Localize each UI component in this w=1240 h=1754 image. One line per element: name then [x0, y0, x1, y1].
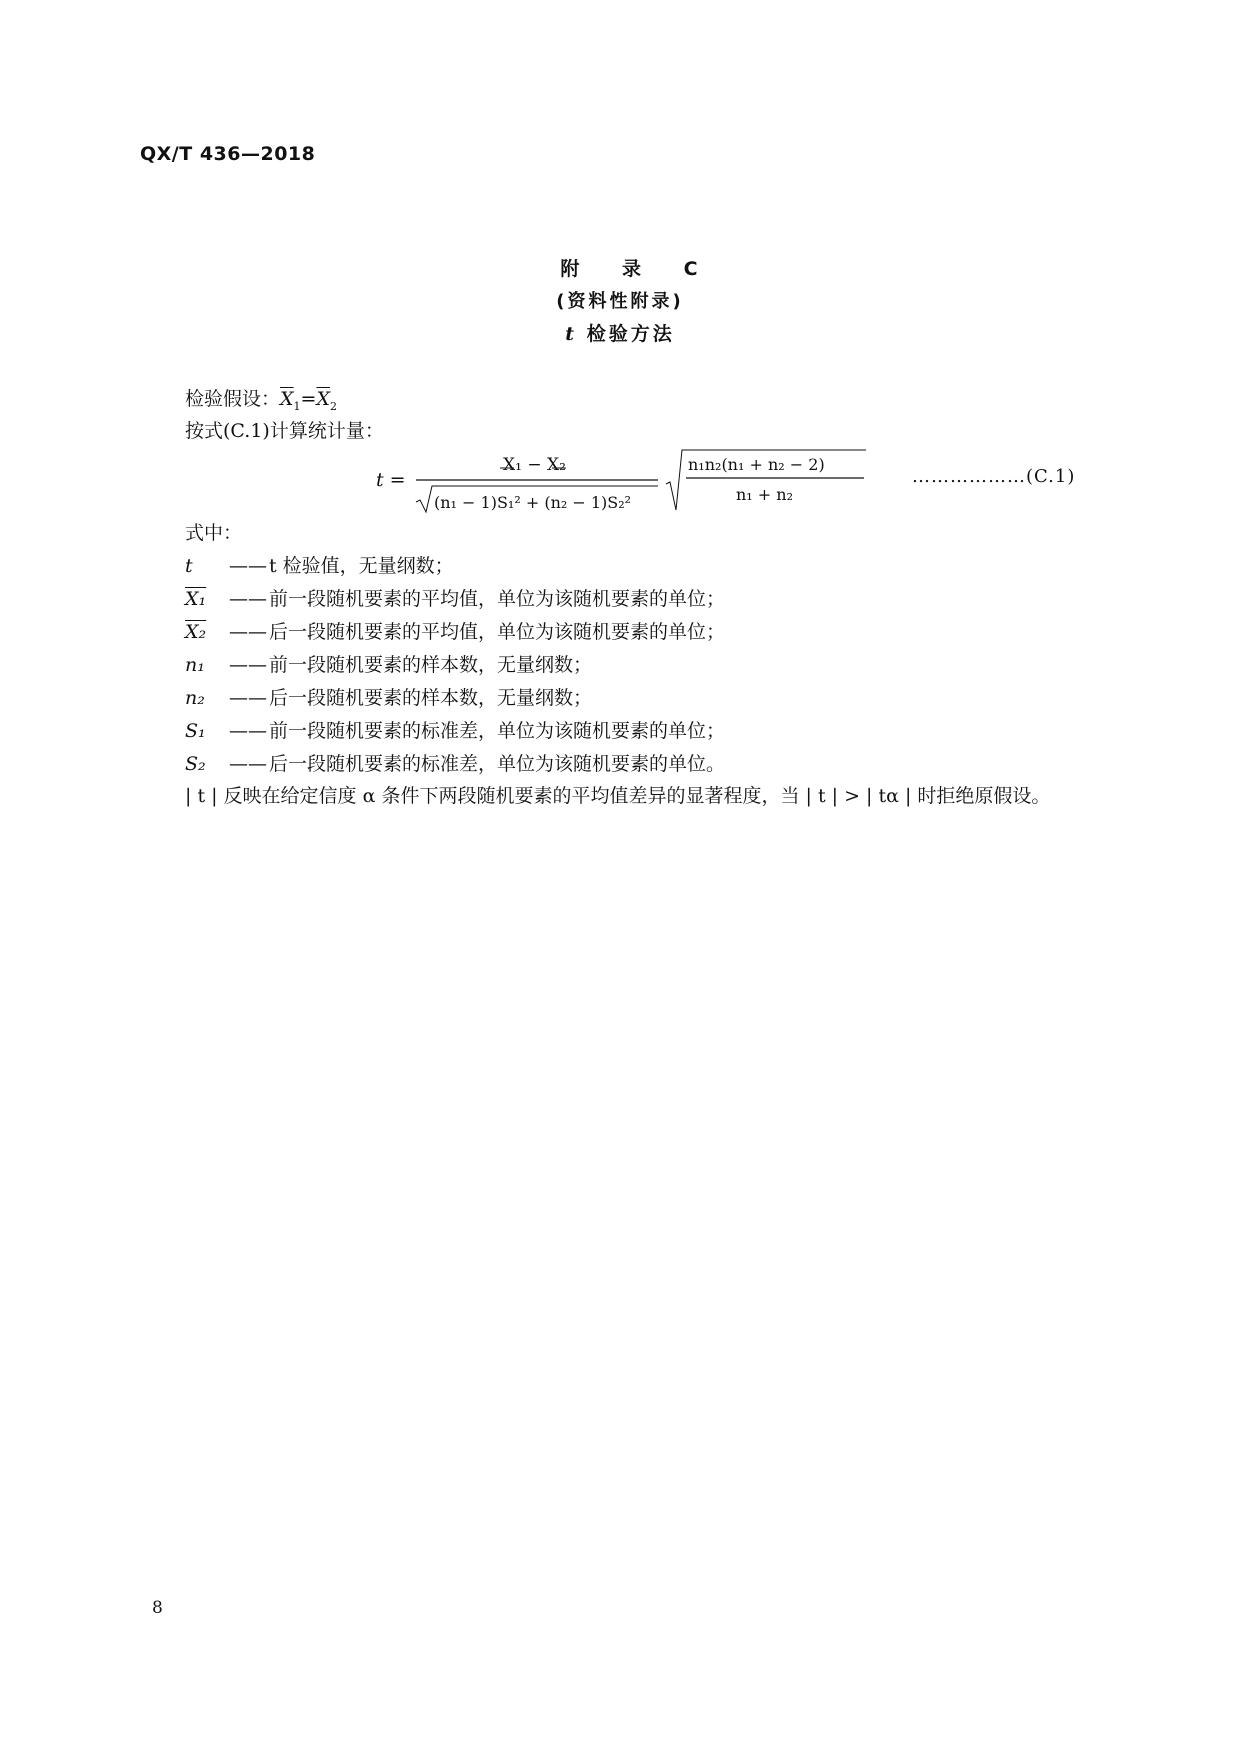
definition-symbol: S₂ — [185, 753, 206, 775]
hypothesis-left-sub: 1 — [293, 399, 301, 413]
definition-text: 前一段随机要素的平均值，单位为该随机要素的单位； — [269, 588, 726, 610]
formula-numerator: X₁ − X₂ — [503, 455, 566, 475]
definition-text: t 检验值，无量纲数； — [269, 555, 454, 577]
hypothesis-right-sub: 2 — [330, 399, 337, 413]
definition-row — [185, 617, 725, 644]
definition-row — [185, 584, 725, 611]
conclusion-paragraph: | t | 反映在给定信度 α 条件下两段随机要素的平均值差异的显著程度，当 | t | > | tα | 时拒绝原假设。 — [185, 785, 1051, 807]
definition-symbol: n₂ — [185, 687, 205, 709]
root-numerator: n₁n₂(n₁ + n₂ − 2) — [688, 455, 825, 474]
annex-name — [0, 319, 1240, 346]
definition-symbol: X₁ — [185, 588, 207, 610]
page-number: 8 — [152, 1598, 163, 1618]
definition-row — [185, 650, 592, 677]
calc-intro: 按式(C.1)计算统计量： — [185, 420, 384, 442]
standard-code: QX/T 436—2018 — [140, 143, 316, 165]
definition-row — [185, 716, 725, 743]
definition-symbol: n₁ — [185, 654, 205, 676]
annex-name-text: 检验方法 — [586, 323, 675, 345]
annex-title: 附 录 C — [560, 258, 716, 280]
definition-row — [185, 749, 725, 776]
hypothesis-line — [185, 384, 337, 413]
equation-number: ………………(C.1) — [912, 466, 1076, 487]
definition-text: 后一段随机要素的标准差，单位为该随机要素的单位。 — [269, 753, 726, 775]
formula-denominator: (n₁ − 1)S₁² + (n₂ − 1)S₂² — [434, 493, 632, 512]
annex-name-variable: t — [565, 323, 578, 345]
definition-text: 前一段随机要素的样本数，无量纲数； — [269, 654, 593, 676]
definition-text: 后一段随机要素的样本数，无量纲数； — [269, 687, 593, 709]
definition-symbol: S₁ — [185, 720, 206, 742]
definition-symbol: X₂ — [185, 621, 207, 643]
definition-dash: —— — [229, 753, 267, 775]
where-label: 式中： — [185, 522, 243, 544]
definition-text: 前一段随机要素的标准差，单位为该随机要素的单位； — [269, 720, 726, 742]
definition-dash: —— — [229, 687, 267, 709]
hypothesis-right: $\overline{X}$ — [316, 388, 330, 410]
definition-dash: —— — [229, 720, 267, 742]
definition-text: 后一段随机要素的平均值，单位为该随机要素的单位； — [269, 621, 726, 643]
definition-dash: —— — [229, 588, 267, 610]
t-formula — [376, 446, 876, 516]
definition-symbol: t — [185, 555, 193, 577]
definition-row — [185, 683, 592, 710]
formula-lhs: t = — [376, 469, 406, 491]
definition-dash: —— — [229, 555, 267, 577]
definition-row — [185, 551, 454, 578]
annex-type: (资料性附录) — [556, 291, 684, 312]
hypothesis-left: $\overline{X}$ — [280, 388, 294, 410]
hypothesis-eq: = — [300, 388, 317, 410]
definition-dash: —— — [229, 621, 267, 643]
hypothesis-label: 检验假设： — [185, 388, 281, 410]
root-denominator: n₁ + n₂ — [736, 485, 794, 504]
formula-graphic — [376, 446, 876, 516]
definition-dash: —— — [229, 654, 267, 676]
